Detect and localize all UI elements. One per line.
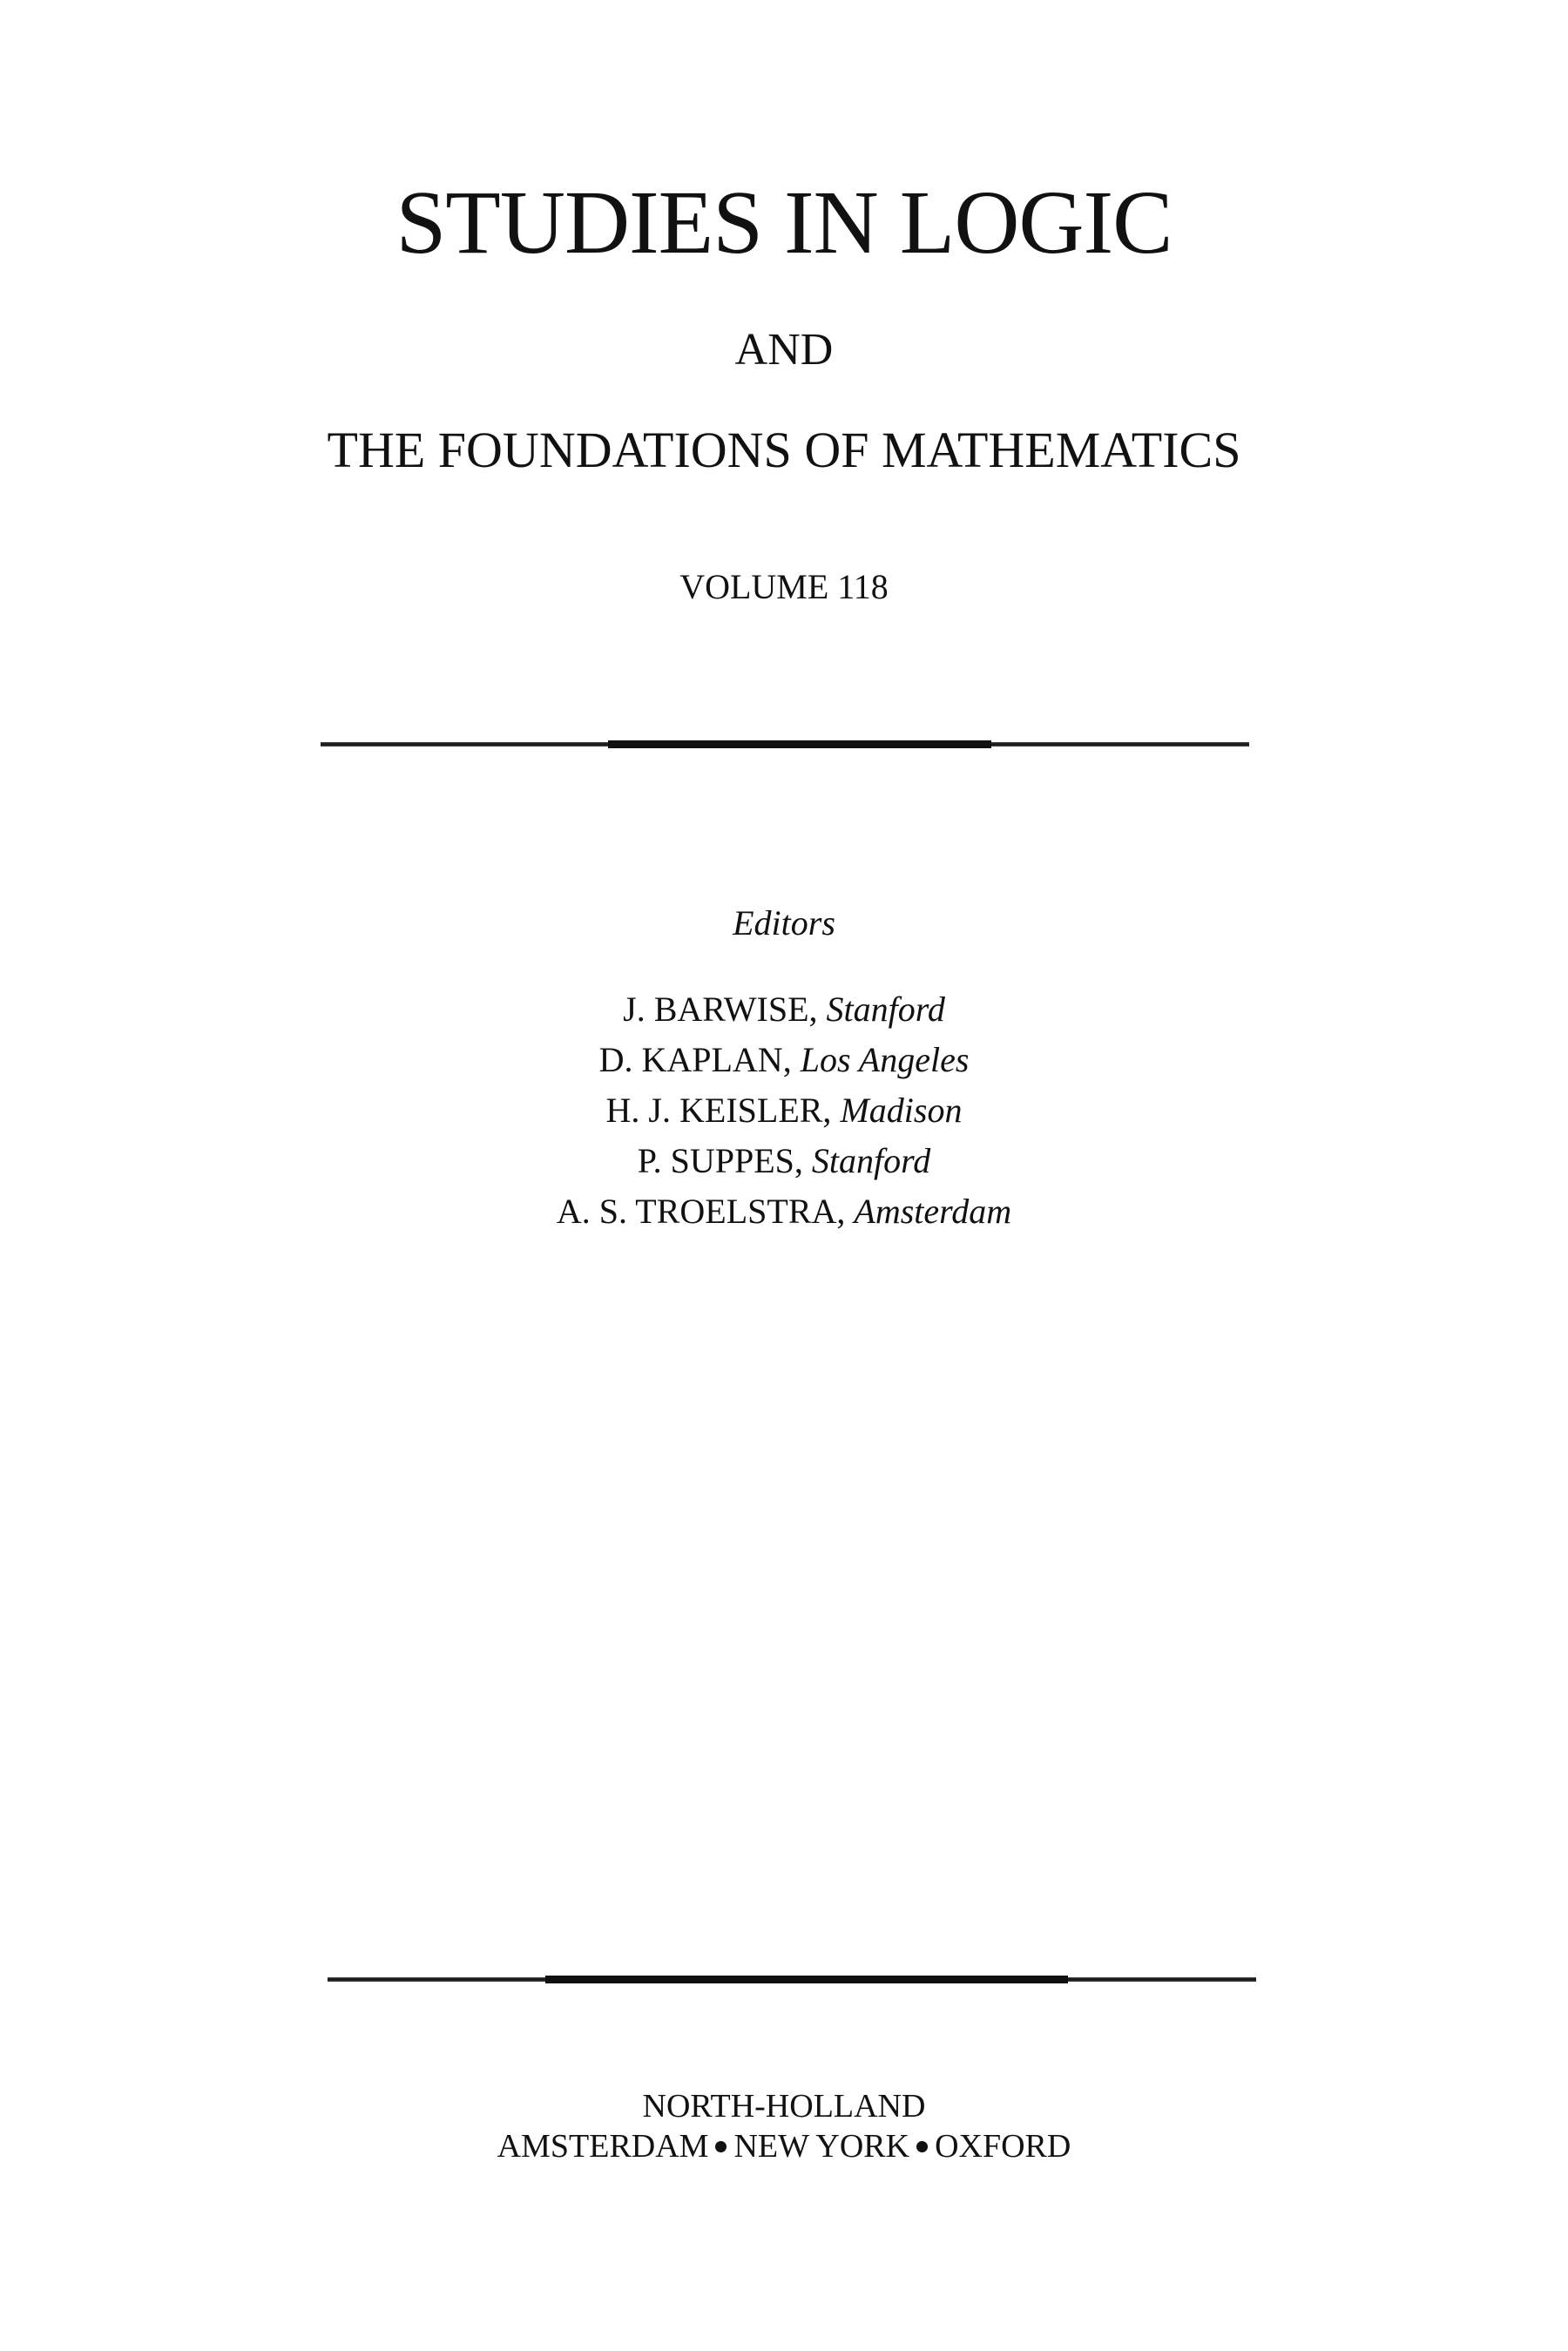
series-title: STUDIES IN LOGIC xyxy=(395,172,1173,273)
city-new-york: NEW YORK xyxy=(733,2128,910,2165)
bullet-icon xyxy=(916,2141,928,2152)
editors-heading: Editors xyxy=(733,903,835,942)
editor-entry xyxy=(0,1136,1568,1186)
editor-name: A. S. TROELSTRA, xyxy=(556,1192,846,1231)
editor-entry xyxy=(0,1085,1568,1136)
publisher-name: NORTH-HOLLAND xyxy=(642,2088,926,2125)
editor-name: P. SUPPES, xyxy=(637,1141,803,1180)
editor-affiliation: Stanford xyxy=(826,990,945,1029)
editor-name: H. J. KEISLER, xyxy=(605,1091,832,1130)
bottom-rule xyxy=(328,1977,1256,1982)
publisher-cities xyxy=(0,2126,1568,2166)
editor-name: J. BARWISE, xyxy=(623,990,818,1029)
city-oxford: OXFORD xyxy=(935,2128,1071,2165)
volume-number: VOLUME 118 xyxy=(679,567,889,606)
city-amsterdam: AMSTERDAM xyxy=(497,2128,709,2165)
bullet-icon xyxy=(715,2141,727,2152)
editor-entry xyxy=(0,1035,1568,1085)
editor-affiliation: Madison xyxy=(840,1091,963,1130)
editor-entry xyxy=(0,984,1568,1035)
series-subtitle: THE FOUNDATIONS OF MATHEMATICS xyxy=(327,422,1241,478)
editor-affiliation: Stanford xyxy=(811,1141,931,1180)
editor-list xyxy=(0,984,1568,1237)
editor-affiliation: Amsterdam xyxy=(854,1192,1012,1231)
editor-affiliation: Los Angeles xyxy=(800,1040,970,1079)
editor-entry xyxy=(0,1186,1568,1237)
editor-name: D. KAPLAN, xyxy=(598,1040,792,1079)
top-rule xyxy=(321,742,1249,747)
series-conjunction: AND xyxy=(734,325,834,375)
